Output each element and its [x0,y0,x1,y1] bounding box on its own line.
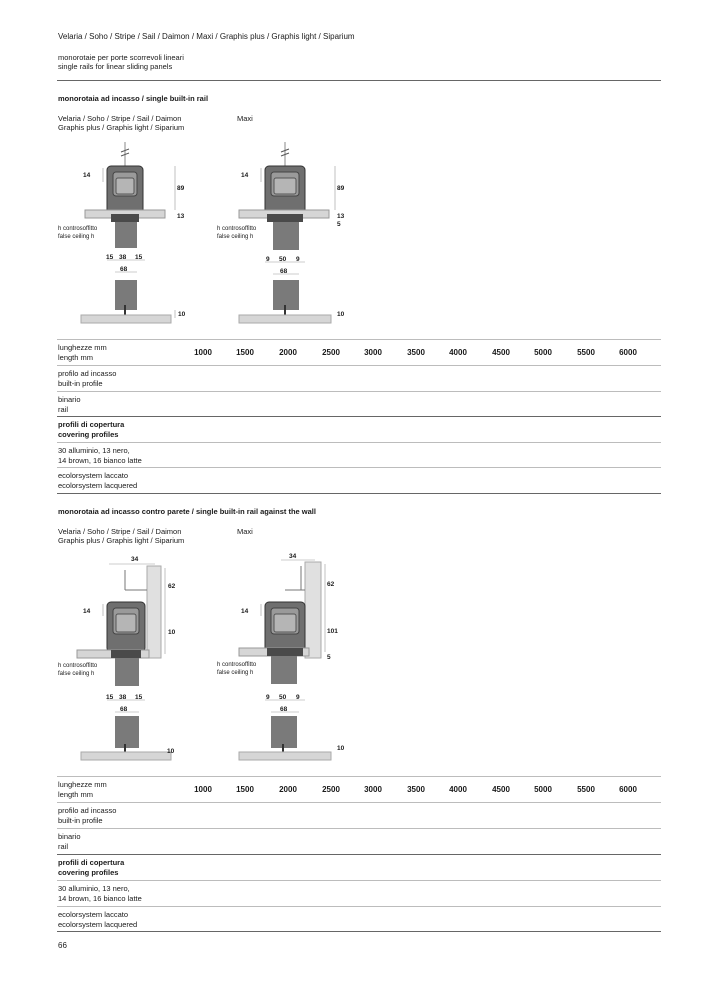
table2-rule [57,828,661,829]
false-ceiling-it: h controsoffitto [217,226,257,232]
dim-w1: 9 [266,694,270,701]
false-ceiling-it: h controsoffitto [217,662,257,668]
dim-total: 68 [280,268,288,275]
section2-heading: monorotaia ad incasso contro parete / single built-in rail against the wall [58,507,316,516]
length-1000: 1000 [194,785,212,794]
row-label-en: 14 brown, 16 bianco latte [58,455,142,465]
dim-w2: 50 [279,694,287,701]
length-5000: 5000 [534,785,552,794]
table1-rule [57,442,661,443]
row-label-it: ecolorsystem laccato [58,910,129,919]
row-label-it: profilo ad incasso [58,806,117,815]
length-5500: 5500 [577,785,595,794]
length-2000: 2000 [279,348,297,357]
dim-top: 14 [83,608,91,615]
section2-left-caption-2: Graphis plus / Graphis light / Siparium [58,536,185,545]
table1-row-length [58,343,107,362]
table2-row-length [58,780,107,799]
false-ceiling-it: h controsoffitto [58,226,98,232]
length-3000: 3000 [364,785,382,794]
table1-row-rail [58,395,81,414]
row-label-it: profili di copertura [58,858,125,867]
dim-floor: 10 [337,311,345,318]
length-4500: 4500 [492,348,510,357]
row-label-en: built-in profile [58,378,103,388]
dim-ceiling: 13 [177,213,185,220]
length-4000: 4000 [449,348,467,357]
table1-row-covering [58,420,124,439]
table1-rule [57,467,661,468]
row-label-it: ecolorsystem laccato [58,471,129,480]
length-3500: 3500 [407,785,425,794]
table1-row-lacquered [58,471,137,490]
row-label-en: rail [58,404,69,414]
dim-top: 14 [83,172,91,179]
row-label-it: profili di copertura [58,420,125,429]
dim-height: 101 [327,628,338,635]
dim-floor: 10 [178,311,186,318]
table2-top-rule [57,776,661,777]
section1-left-caption-2: Graphis plus / Graphis light / Siparium [58,123,185,132]
length-2500: 2500 [322,348,340,357]
length-2000: 2000 [279,785,297,794]
length-4500: 4500 [492,785,510,794]
dim-floor: 10 [167,748,175,755]
header-divider [57,80,661,81]
section1-left-caption-1: Velaria / Soho / Stripe / Sail / Daimon [58,114,182,123]
page-title: Velaria / Soho / Stripe / Sail / Daimon / Maxi / Graphis plus / Graphis light / Siparium [58,32,355,41]
dim-w2: 50 [279,256,287,263]
row-label-it: lunghezze mm [58,343,107,352]
length-6000: 6000 [619,785,637,794]
dim-w3: 9 [296,694,300,701]
table2-rule [57,880,661,881]
length-5000: 5000 [534,348,552,357]
section1-right-caption: Maxi [237,114,253,123]
table2-rule [57,854,661,855]
section1-heading: monorotaia ad incasso / single built-in rail [58,94,209,103]
dim-w1: 15 [106,254,114,261]
table1-row-colors [58,446,142,465]
table2-row-profile [58,806,116,825]
table1-rule [57,416,661,417]
length-1500: 1500 [236,348,254,357]
dim-top: 14 [241,172,249,179]
length-2500: 2500 [322,785,340,794]
section2-left-drawing [55,550,205,765]
dim-total: 68 [120,706,128,713]
dim-w3: 15 [135,694,143,701]
false-ceiling-en: false ceiling h [58,234,95,240]
dim-extra: 5 [337,221,341,228]
dim-w2: 38 [119,694,127,701]
dim-total: 68 [280,706,288,713]
length-1000: 1000 [194,348,212,357]
table2-rule [57,906,661,907]
section2-right-drawing [215,550,365,765]
row-label-it: binario [58,395,81,404]
table1-row-profile [58,369,116,388]
false-ceiling-en: false ceiling h [58,671,95,677]
row-label-en: built-in profile [58,815,103,825]
table2-rule [57,802,661,803]
table2-bottom-rule [57,931,661,932]
subtitle-en: single rails for linear sliding panels [58,62,173,71]
dim-ceiling: 13 [337,213,345,220]
row-label-it: profilo ad incasso [58,369,117,378]
table1-top-rule [57,339,661,340]
dim-w1: 9 [266,256,270,263]
row-label-en: ecolorsystem lacquered [58,919,138,929]
row-label-it: lunghezze mm [58,780,107,789]
page-number: 66 [58,941,67,950]
dim-w3: 15 [135,254,143,261]
row-label-en: length mm [58,789,94,799]
table2-row-covering [58,858,124,877]
length-1500: 1500 [236,785,254,794]
dim-top: 14 [241,608,249,615]
dim-wall-h: 62 [168,583,176,590]
dim-wall-h: 62 [327,581,335,588]
row-label-en: covering profiles [58,429,119,439]
table2-row-rail [58,832,81,851]
length-5500: 5500 [577,348,595,357]
subtitle-it: monorotaie per porte scorrevoli lineari [58,53,184,62]
dim-w3: 9 [296,256,300,263]
dim-w1: 15 [106,694,114,701]
false-ceiling-en: false ceiling h [217,234,254,240]
dim-floor: 10 [337,745,345,752]
row-label-it: binario [58,832,81,841]
length-3000: 3000 [364,348,382,357]
row-label-it: 30 alluminio, 13 nero, [58,446,130,455]
section1-left-drawing [55,140,205,330]
row-label-en: length mm [58,352,94,362]
row-label-en: covering profiles [58,867,119,877]
section1-right-drawing [215,140,365,330]
false-ceiling-en: false ceiling h [217,670,254,676]
length-6000: 6000 [619,348,637,357]
table1-rule [57,391,661,392]
dim-wall: 34 [131,556,139,563]
row-label-it: 30 alluminio, 13 nero, [58,884,130,893]
dim-height: 89 [337,185,345,192]
table2-row-lacquered [58,910,137,929]
dim-wall: 34 [289,553,297,560]
row-label-en: 14 brown, 16 bianco latte [58,893,142,903]
table2-row-colors [58,884,142,903]
dim-height: 89 [177,185,185,192]
table1-bottom-rule [57,493,661,494]
false-ceiling-it: h controsoffitto [58,663,98,669]
table1-rule [57,365,661,366]
dim-height: 10 [168,629,176,636]
dim-w2: 38 [119,254,127,261]
section2-left-caption-1: Velaria / Soho / Stripe / Sail / Daimon [58,527,182,536]
length-3500: 3500 [407,348,425,357]
length-4000: 4000 [449,785,467,794]
row-label-en: ecolorsystem lacquered [58,480,138,490]
dim-total: 68 [120,266,128,273]
dim-extra: 5 [327,654,331,661]
row-label-en: rail [58,841,69,851]
section2-right-caption: Maxi [237,527,253,536]
